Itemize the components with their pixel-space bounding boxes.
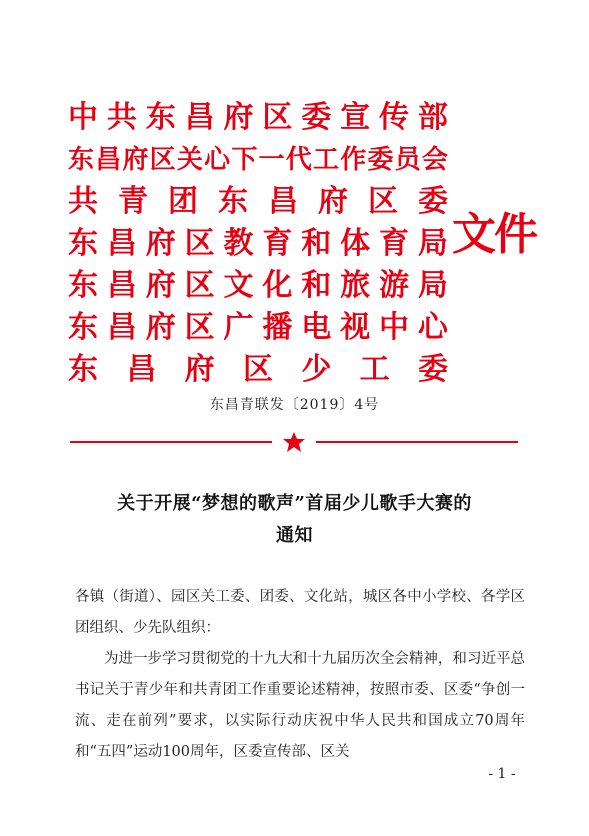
star-icon	[283, 432, 305, 452]
issuer-char: 东	[218, 184, 248, 219]
issuer-char: 广	[223, 310, 254, 345]
body-paragraph: 为进一步学习贯彻党的十九大和十九届历次全会精神，和习近平总书记关于青少年和共青团工作重要论述精神，按照市委、区委“争创一流、走在前列”要求，以实际行动庆祝中华人民共和国成立70周年和“五四”运动100周年，区委宣传部、区关	[75, 651, 525, 760]
issuer-char: 共	[68, 184, 98, 219]
issuer-char: 委	[367, 145, 394, 175]
issuer-char: 府	[145, 310, 176, 345]
issuer-char: 东	[68, 226, 98, 261]
issuer-char: 府	[318, 184, 348, 219]
issuer-char: 下	[231, 145, 258, 175]
issuer-char: 中	[379, 310, 409, 345]
issuer-char: 府	[145, 226, 176, 261]
issuer-char: 游	[379, 268, 409, 303]
issuer-char: 会	[421, 145, 448, 175]
issuer-char: 府	[145, 268, 176, 303]
issuer-char: 员	[394, 145, 421, 175]
notice-title	[40, 488, 549, 552]
issuer-char: 少	[301, 352, 332, 387]
issuer-char: 育	[379, 226, 409, 261]
issuer-char: 视	[340, 310, 371, 345]
issuer-char: 传	[379, 100, 409, 135]
issuer-char: 心	[417, 310, 448, 345]
issuer-char: 东	[68, 145, 95, 175]
issuer-char: 局	[417, 268, 448, 303]
issuer-char: 工	[359, 352, 390, 387]
issuer-line	[68, 266, 448, 306]
document-number: 东昌青联发〔2019〕4号	[209, 397, 380, 413]
issuer-line	[68, 224, 448, 264]
issuer-char: 东	[68, 352, 98, 387]
title-line-1: 关于开展“梦想的歌声”首届少儿歌手大赛的	[117, 493, 472, 514]
issuer-line	[68, 182, 448, 222]
issuer-char: 旅	[340, 268, 371, 303]
issuer-char: 府	[184, 352, 215, 387]
issuer-char: 区	[262, 100, 293, 135]
issuer-char: 和	[301, 226, 332, 261]
issuer-char: 东	[68, 310, 98, 345]
issuer-char: 宣	[340, 100, 371, 135]
issuer-list	[68, 98, 448, 392]
issuer-char: 电	[301, 310, 332, 345]
issuer-char: 东	[68, 268, 98, 303]
issuer-char: 区	[368, 184, 398, 219]
issuer-char: 文	[223, 268, 254, 303]
issuer-char: 委	[418, 184, 448, 219]
issuer-char: 昌	[106, 268, 137, 303]
document-kind-label: 文件	[452, 209, 536, 260]
issuer-char: 工	[312, 145, 339, 175]
issuer-char: 作	[340, 145, 367, 175]
issuer-char: 区	[184, 310, 215, 345]
issuer-char: 青	[118, 184, 148, 219]
issuer-char: 东	[145, 100, 176, 135]
red-divider	[70, 430, 518, 454]
issuer-line	[68, 98, 448, 138]
issuer-char: 昌	[106, 310, 137, 345]
issuer-char: 代	[285, 145, 312, 175]
issuer-char: 昌	[95, 145, 122, 175]
issuer-char: 昌	[106, 226, 137, 261]
issuer-char: 关	[176, 145, 203, 175]
issuer-char: 委	[301, 100, 332, 135]
issuer-char: 中	[68, 100, 98, 135]
issuer-char: 委	[417, 352, 448, 387]
issuer-line	[68, 308, 448, 348]
title-line-2: 通知	[276, 525, 313, 546]
page-number: - 1 -	[488, 766, 516, 782]
issuer-char: 和	[301, 268, 332, 303]
issuer-char: 教	[223, 226, 254, 261]
issuer-char: 昌	[126, 352, 157, 387]
issuer-char: 心	[204, 145, 231, 175]
issuer-char: 区	[242, 352, 273, 387]
issuer-char: 局	[417, 226, 448, 261]
issuer-char: 府	[223, 100, 254, 135]
issuer-char: 育	[262, 226, 293, 261]
issuer-line	[68, 140, 448, 180]
issuer-char: 团	[168, 184, 198, 219]
issuer-char: 区	[149, 145, 176, 175]
issuer-char: 昌	[184, 100, 215, 135]
addressee: 各镇（街道）、园区关工委、团委、文化站，城区各中小学校、各学区团组织、少先队组织：	[75, 589, 525, 636]
issuer-char: 播	[262, 310, 293, 345]
issuer-char: 化	[262, 268, 293, 303]
issuer-char: 一	[258, 145, 285, 175]
notice-body	[75, 582, 525, 768]
issuer-char: 共	[106, 100, 137, 135]
issuer-char: 区	[184, 268, 215, 303]
issuer-char: 府	[122, 145, 149, 175]
issuer-char: 昌	[268, 184, 298, 219]
issuer-char: 区	[184, 226, 215, 261]
issuer-char: 体	[340, 226, 371, 261]
issuer-char: 部	[417, 100, 448, 135]
issuer-line	[68, 350, 448, 390]
